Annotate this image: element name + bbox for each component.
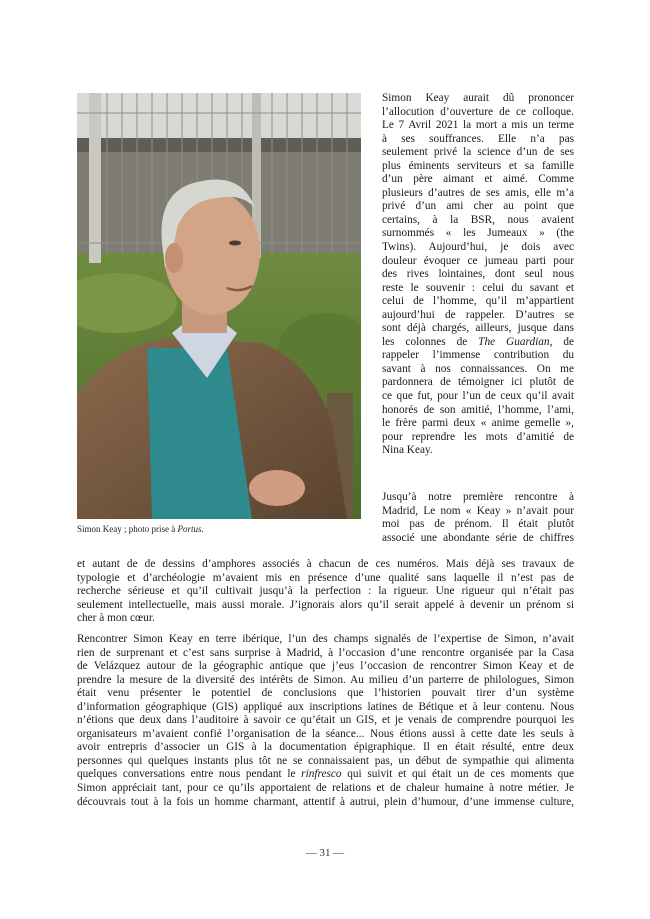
full-width-paragraph-1 bbox=[77, 558, 574, 626]
text-line: recherche sérieuse et qu’il cultivait jusqu’à la perfection : la rigueur. Une rigueur qui n’était pas bbox=[77, 585, 574, 598]
right-column-paragraph-1 bbox=[382, 92, 574, 458]
text-line: surnommés « les Jumeaux » (the bbox=[382, 227, 574, 240]
text-line: à ses souffrances. Elle n’a pas bbox=[382, 132, 574, 145]
text-line: Rencontrer Simon Keay en terre ibérique, l’un des champs signalés de l’expertise de Simon, n’avait bbox=[77, 633, 574, 645]
text-line: Madrid, Le nom « Keay » n’avait pour bbox=[382, 504, 574, 517]
text-line: organisateurs m’avaient confié l’organisation de la séance... Nous étions aussi à cette date les seuls à bbox=[77, 727, 574, 740]
text-line: d’information géographique (GIS) appliqué aux inscriptions latines de Bétique et à leur contenu. Nous bbox=[77, 700, 574, 713]
text-line: seulement intellectuelle, mais aussi morale. J’ignorais alors qu’il serait appelé à devenir un prénom si bbox=[77, 598, 574, 611]
text-line: aujourd’hui de rappeler. D’autres se bbox=[382, 308, 574, 321]
text-line: savant à nos connaissances. On me bbox=[382, 362, 574, 375]
text-line: et autant de de dessins d’amphores associés à chacun de ces numéros. Mais déjà ses travaux de bbox=[77, 558, 574, 570]
text-line: personnes qui quelques instants plus tôt ne se connaissaient pas, un début de sympathie qui alimenta bbox=[77, 754, 574, 767]
text-line: Jusqu’à notre première rencontre à bbox=[382, 491, 574, 503]
text-line: associé une abondante série de chiffres bbox=[382, 531, 574, 544]
caption-text: Simon Keay ; photo prise à bbox=[77, 524, 178, 534]
text-line: honorés de son amitié, l’homme, l’ami, bbox=[382, 403, 574, 416]
text-line: rien de surprenant et c’est sans surprise à Madrid, à l’occasion d’une rencontre organisée par la Casa bbox=[77, 646, 574, 659]
text-line: le frère parmi deux « anime gemelle », bbox=[382, 417, 574, 430]
text-line: plus éminents serviteurs et sa famille bbox=[382, 159, 574, 172]
text-line: d’un père aimant et aimé. Comme bbox=[382, 173, 574, 186]
text-line: de Velázquez autour de la géographic antique que j’eus l’occasion de rencontrer Simon Keay et de bbox=[77, 660, 574, 673]
text-line: n’étions que deux dans l’auditoire à savoir ce qu’était un GIS, et je venais de comprendre pourquoi les bbox=[77, 714, 574, 727]
right-column-paragraph-2 bbox=[382, 491, 574, 545]
text-line: douleur évoquer ce jumeau parti pour bbox=[382, 254, 574, 267]
text-line: Simon appréciait tant, pour ce qu’ils apportaient de relations et de chaleur humaine à notre métier. Je bbox=[77, 782, 574, 795]
full-width-paragraph-2 bbox=[77, 633, 574, 809]
text-line: sont déjà chargés, ailleurs, jusque dans bbox=[382, 322, 574, 335]
text-line: des rives lointaines, dont seul nous bbox=[382, 268, 574, 281]
text-line: avoir entrepris d’associer un GIS à la documentation épigraphique. Il en était résulté, entre deux bbox=[77, 741, 574, 754]
text-line: ce que fut, pour l’un de ceux qu’il avait bbox=[382, 390, 574, 403]
page-number: — 31 — bbox=[305, 847, 345, 859]
photo-caption bbox=[77, 524, 204, 534]
text-line: était venu présenter le potentiel de conclusions que l’historien pouvait tirer d’un système bbox=[77, 687, 574, 700]
portrait-photo bbox=[77, 93, 361, 519]
text-line: pour reprendre les mots d’amitié de bbox=[382, 430, 574, 443]
text-line: moi pas de prénom. Il était plutôt bbox=[382, 518, 574, 531]
text-line: pardonnera de témoigner ici plutôt de bbox=[382, 376, 574, 389]
text-line: seulement privé la science d’un de ses bbox=[382, 146, 574, 159]
text-line: cher à mon cœur. bbox=[77, 612, 155, 625]
text-line: rappeler l’immense contribution du bbox=[382, 349, 574, 362]
text-line: Nina Keay. bbox=[382, 444, 433, 457]
caption-place: Portus. bbox=[177, 524, 204, 534]
text-line: les colonnes de The Guardian, de bbox=[382, 335, 574, 348]
text-line: Twins). Aujourd’hui, je dois avec bbox=[382, 241, 574, 254]
text-line: plusieurs d’autres de ses amis, elle m’a bbox=[382, 186, 574, 199]
text-line: Le 7 Avril 2021 la mort a mis un terme bbox=[382, 119, 574, 132]
text-line: certains, à la BSR, nous avaient bbox=[382, 213, 574, 226]
text-line: l’allocution d’ouverture de ce colloque. bbox=[382, 105, 574, 118]
text-line: typologie et d’archéologie m’avaient mis en présence d’une qualité sans laquelle il n’est pas de bbox=[77, 571, 574, 584]
text-line: privé d’un ami cher au point que bbox=[382, 200, 574, 213]
text-line: prendre la mesure de la diversité des intérêts de Simon. Au milieu d’un parterre de philologues, Simon bbox=[77, 673, 574, 686]
text-line: reste le souvenir : celui du savant et bbox=[382, 281, 574, 294]
text-line: découvrais tout à la fois un homme charmant, attentif à autrui, plein d’humour, d’une immense culture, bbox=[77, 795, 574, 808]
text-line: celui de l’homme, qu’il m’appartient bbox=[382, 295, 574, 308]
text-line: Simon Keay aurait dû prononcer bbox=[382, 92, 574, 104]
text-line: quelques conversations entre nous pendant le rinfresco qui suivit et qui était un de ces moments que bbox=[77, 768, 574, 781]
